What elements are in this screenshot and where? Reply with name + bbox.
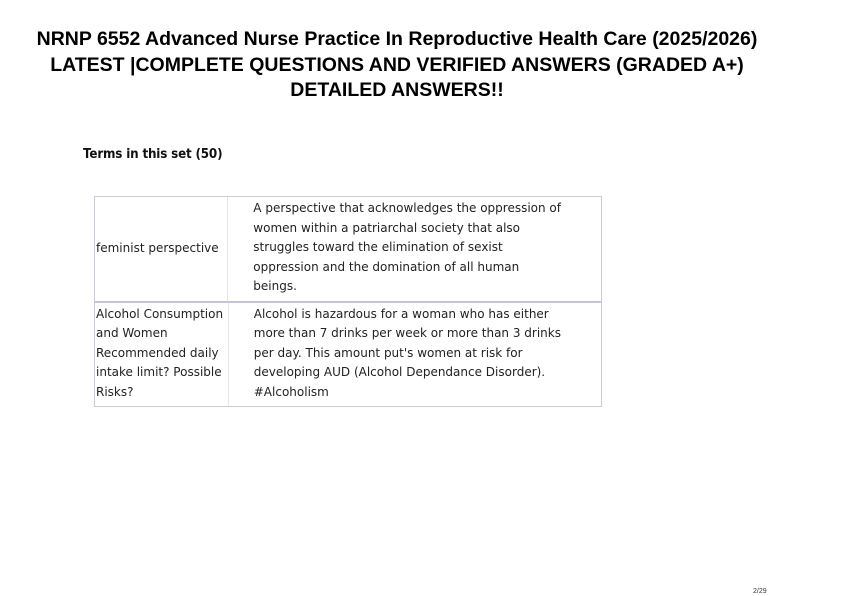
document-title-line: DETAILED ANSWERS!! [290, 79, 504, 101]
term-text: and Women [96, 326, 168, 340]
document-title [0, 27, 794, 104]
definition-line: oppression and the domination of all human [253, 259, 520, 274]
definition-cell [229, 303, 601, 407]
term-cell [95, 197, 228, 301]
term-text: Risks? [96, 384, 134, 399]
document-title-line: LATEST |COMPLETE QUESTIONS AND VERIFIED ANSWERS (GRADED A+) [50, 53, 744, 76]
definition-line: Alcohol is hazardous for a woman who has either [253, 306, 549, 321]
document-title-line: NRNP 6552 Advanced Nurse Practice In Reproductive Health Care (2025/2026) [36, 28, 758, 50]
definition-cell [228, 197, 601, 301]
terms-heading: Terms in this set (50) [83, 147, 223, 162]
definition-line: more than 7 drinks per week or more than 3 drinks [253, 326, 561, 340]
term-text: feminist perspective [96, 241, 219, 255]
definition-line: A perspective that acknowledges the oppression of [253, 201, 561, 215]
term-row [95, 301, 601, 407]
term-text: intake limit? Possible [96, 365, 222, 379]
definition-line: per day. This amount put's women at risk for [253, 345, 523, 360]
term-text: Alcohol Consumption [96, 306, 224, 321]
definition-line: #Alcoholism [253, 384, 329, 399]
definition-line: women within a patriarchal society that also [253, 220, 520, 235]
definition-line: beings. [253, 279, 297, 293]
terms-table [94, 196, 602, 407]
term-row [95, 197, 601, 301]
page-number: 2/29 [753, 588, 767, 595]
term-cell [95, 303, 229, 407]
term-text: Recommended daily [96, 345, 219, 360]
definition-line: struggles toward the elimination of sexist [253, 240, 503, 254]
definition-line: developing AUD (Alcohol Dependance Disorder). [253, 365, 546, 379]
